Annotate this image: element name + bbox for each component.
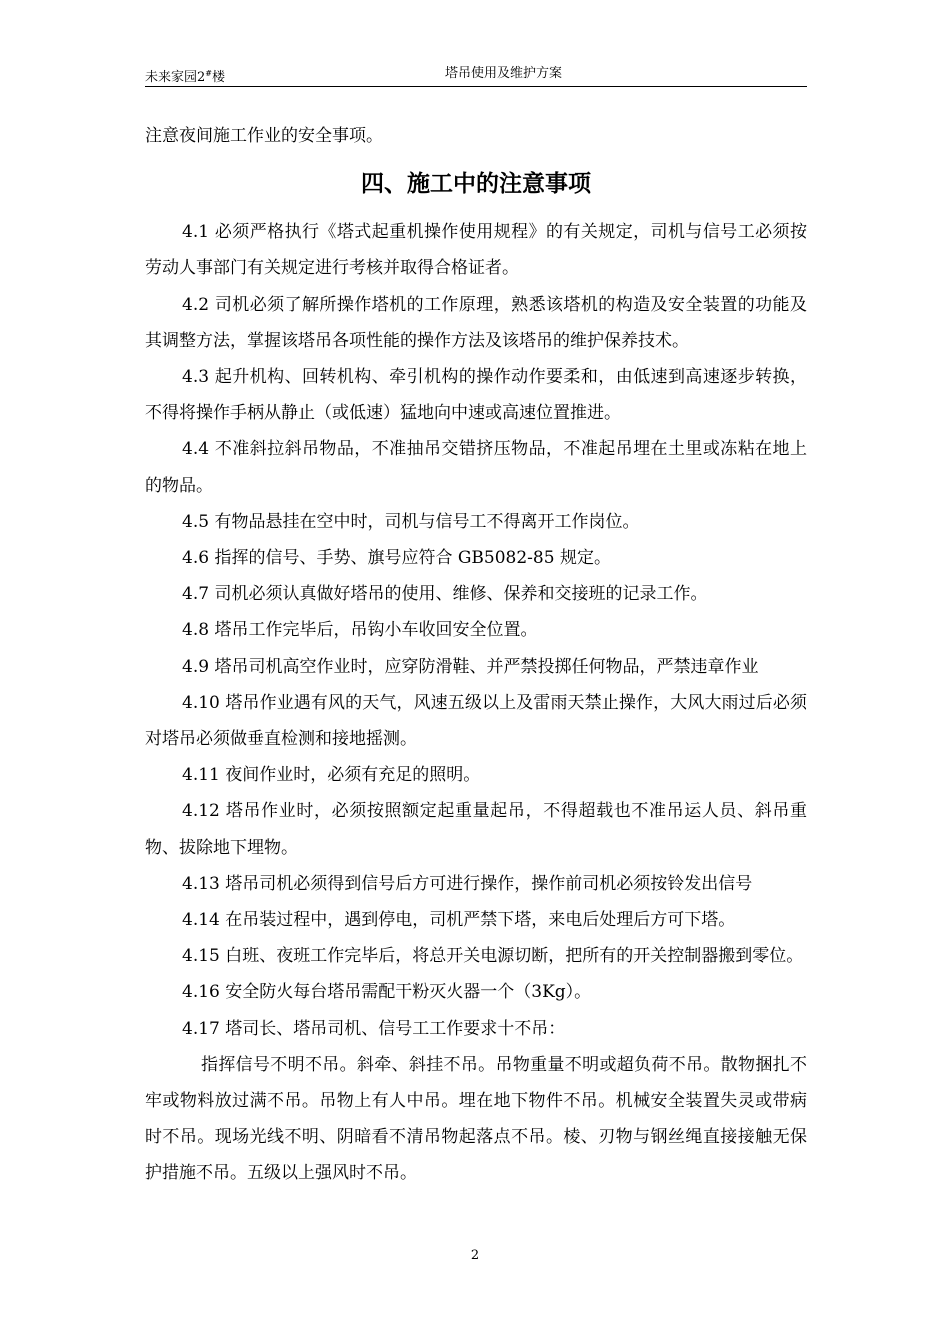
item-4-16: 4.16 安全防火每台塔吊需配干粉灭火器一个（3Kg）。 (182, 982, 592, 1003)
page-header (145, 64, 807, 87)
item-4-5: 4.5 有物品悬挂在空中时，司机与信号工不得离开工作岗位。 (182, 511, 640, 532)
item-4-1: 4.1 必须严格执行《塔式起重机操作使用规程》的有关规定，司机与信号工必须按劳动人事部门有关规定进行考核并取得合格证者。 (145, 222, 807, 279)
section-title: 四、施工中的注意事项 (361, 170, 591, 198)
item-4-10: 4.10 塔吊作业遇有风的天气，风速五级以上及雷雨天禁止操作，大风大雨过后必须对塔吊必须做垂直检测和接地摇测。 (145, 692, 807, 750)
item-4-17: 4.17 塔司长、塔吊司机、信号工工作要求十不吊： (182, 1018, 566, 1039)
item-4-15: 4.15 白班、夜班工作完毕后，将总开关电源切断，把所有的开关控制器搬到零位。 (182, 946, 804, 967)
item-4-11: 4.11 夜间作业时，必须有充足的照明。 (182, 765, 481, 786)
ten-rules-paragraph: 指挥信号不明不吊。斜牵、斜挂不吊。吊物重量不明或超负荷不吊。散物捆扎不牢或物料放过满不吊。吊物上有人中吊。埋在地下物件不吊。机械安全装置失灵或带病时不吊。现场光线不明、阴暗看不清吊物起落点不吊。棱、刃物与钢丝绳直接接触无保护措施不吊。五级以上强风时不吊。 (145, 1054, 807, 1184)
item-4-14: 4.14 在吊装过程中，遇到停电，司机严禁下塔，来电后处理后方可下塔。 (182, 910, 736, 931)
header-document-title: 塔吊使用及维护方案 (445, 66, 563, 81)
header-project-name: 未来家园2#楼 (145, 69, 225, 85)
item-4-4: 4.4 不准斜拉斜吊物品，不准抽吊交错挤压物品，不准起吊埋在土里或冻粘在地上的物品。 (145, 439, 807, 496)
item-4-12: 4.12 塔吊作业时，必须按照额定起重量起吊，不得超载也不准吊运人员、斜吊重物、拔除地下埋物。 (145, 801, 807, 858)
item-4-6: 4.6 指挥的信号、手势、旗号应符合 GB5082-85 规定。 (182, 548, 611, 569)
item-4-2: 4.2 司机必须了解所操作塔机的工作原理，熟悉该塔机的构造及安全装置的功能及其调整方法，掌握该塔吊各项性能的操作方法及该塔吊的维护保养技术。 (145, 294, 807, 351)
item-4-7: 4.7 司机必须认真做好塔吊的使用、维修、保养和交接班的记录工作。 (182, 584, 708, 605)
item-4-8: 4.8 塔吊工作完毕后，吊钩小车收回安全位置。 (182, 620, 538, 641)
item-4-3: 4.3 起升机构、回转机构、牵引机构的操作动作要柔和，由低速到高速逐步转换，不得将操作手柄从静止（或低速）猛地向中速或高速位置推进。 (145, 367, 807, 424)
item-4-13: 4.13 塔吊司机必须得到信号后方可进行操作，操作前司机必须按铃发出信号 (182, 873, 753, 894)
page-content (145, 118, 807, 1192)
item-4-9: 4.9 塔吊司机高空作业时，应穿防滑鞋、并严禁投掷任何物品，严禁违章作业 (182, 656, 759, 677)
page-number: 2 (470, 1248, 480, 1263)
intro-paragraph: 注意夜间施工作业的安全事项。 (145, 126, 383, 146)
